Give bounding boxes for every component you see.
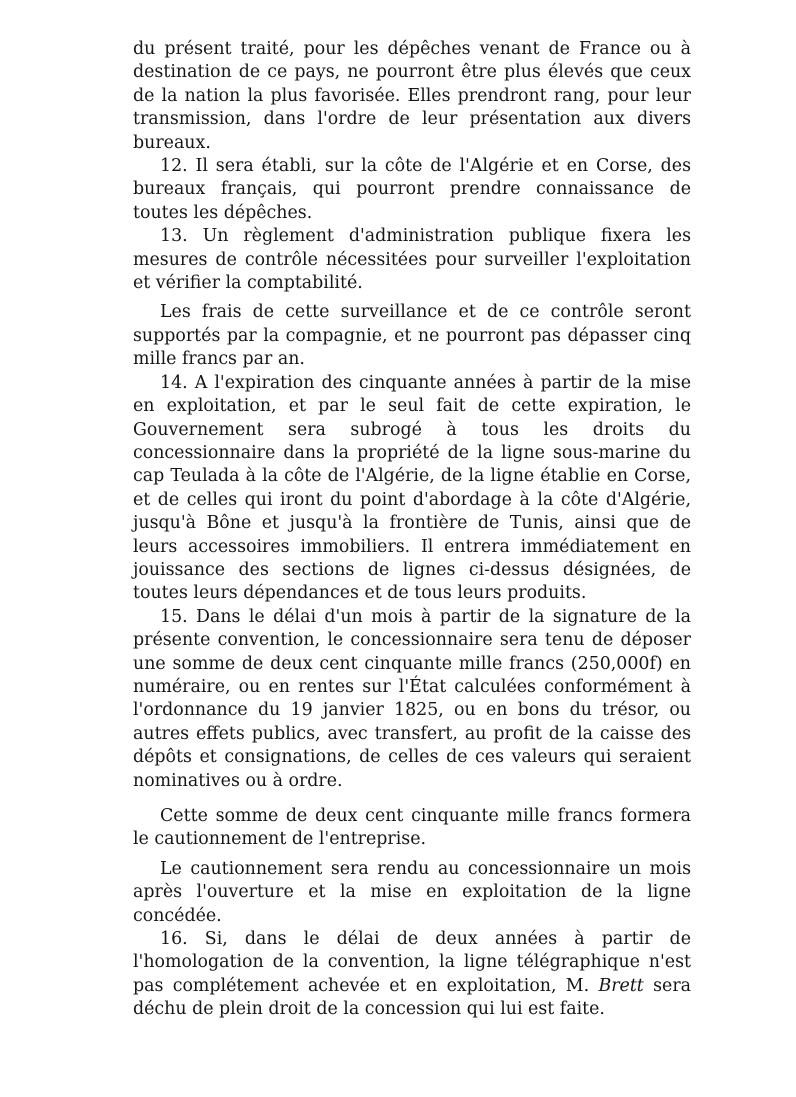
paragraph-article-14: 14. A l'expiration des cinquante années à partir de la mise en exploitation, et par le seul fait de cette expiration, le Gouvernement sera subrogé à tous les droits du concessionnaire dans la propriété de la ligne sous-marine du cap Teulada à la côte de l'Algérie, de la ligne établie en Corse, et de celles qui iront du point d'abordage à la côte d'Algérie, jusqu'à Bône et jusqu'à la frontière de Tunis, ainsi que de leurs accessoires immobiliers. Il entrera immédiatement en jouissance des sections de lignes ci-dessus désignées, de toutes leurs dépendances et de tous leurs produits. <box>133 372 691 604</box>
paragraph-article-12: 12. Il sera établi, sur la côte de l'Algérie et en Corse, des bureaux français, qui pourront prendre connaissance de toutes les dépêches. <box>133 156 691 223</box>
paragraph-article-16 <box>133 928 691 1022</box>
paragraph-article-15: 15. Dans le délai d'un mois à partir de la signature de la présente convention, le concessionnaire sera tenu de déposer une somme de deux cent cinquante mille francs (250,000f) en numéraire, ou en rentes sur l'État calculées conformément à l'ordonnance du 19 janvier 1825, ou en bons du trésor, ou autres effets publics, avec transfert, au profit de la caisse des dépôts et consignations, de celles de ces valeurs qui seraient nominatives ou à ordre. <box>133 606 691 791</box>
paragraph-continuation: du présent traité, pour les dépêches venant de France ou à destination de ce pays, ne pourront être plus élevés que ceux de la nation la plus favorisée. Elles prendront rang, pour leur transmission, dans l'ordre de leur présentation aux divers bureaux. <box>133 39 691 153</box>
paragraph-cautionnement-return: Le cautionnement sera rendu au concessionnaire un mois après l'ouverture et la mise en exploitation de la ligne concédée. <box>133 858 691 926</box>
article-16-text-start: 16. Si, dans le délai de deux années à partir de l'homologation de la convention, la ligne télégraphique n'est pas complétement achevée et en exploitation, M. <box>133 929 691 996</box>
paragraph-surveillance-costs: Les frais de cette surveillance et de ce contrôle seront supportés par la compagnie, et ne pourront pas dépasser cinq mille francs par an. <box>133 302 691 370</box>
article-16-text-end: sera déchu de plein droit de la concession qui lui est faite. <box>133 975 691 1020</box>
body-text <box>133 38 691 1022</box>
paragraph-cautionnement: Cette somme de deux cent cinquante mille francs formera le cautionnement de l'entreprise. <box>133 806 691 850</box>
concessionnaire-name: Brett <box>598 975 644 996</box>
paragraph-article-13: 13. Un règlement d'administration publique fixera les mesures de contrôle nécessitées pour surveiller l'exploitation et vérifier la comptabilité. <box>133 226 691 294</box>
